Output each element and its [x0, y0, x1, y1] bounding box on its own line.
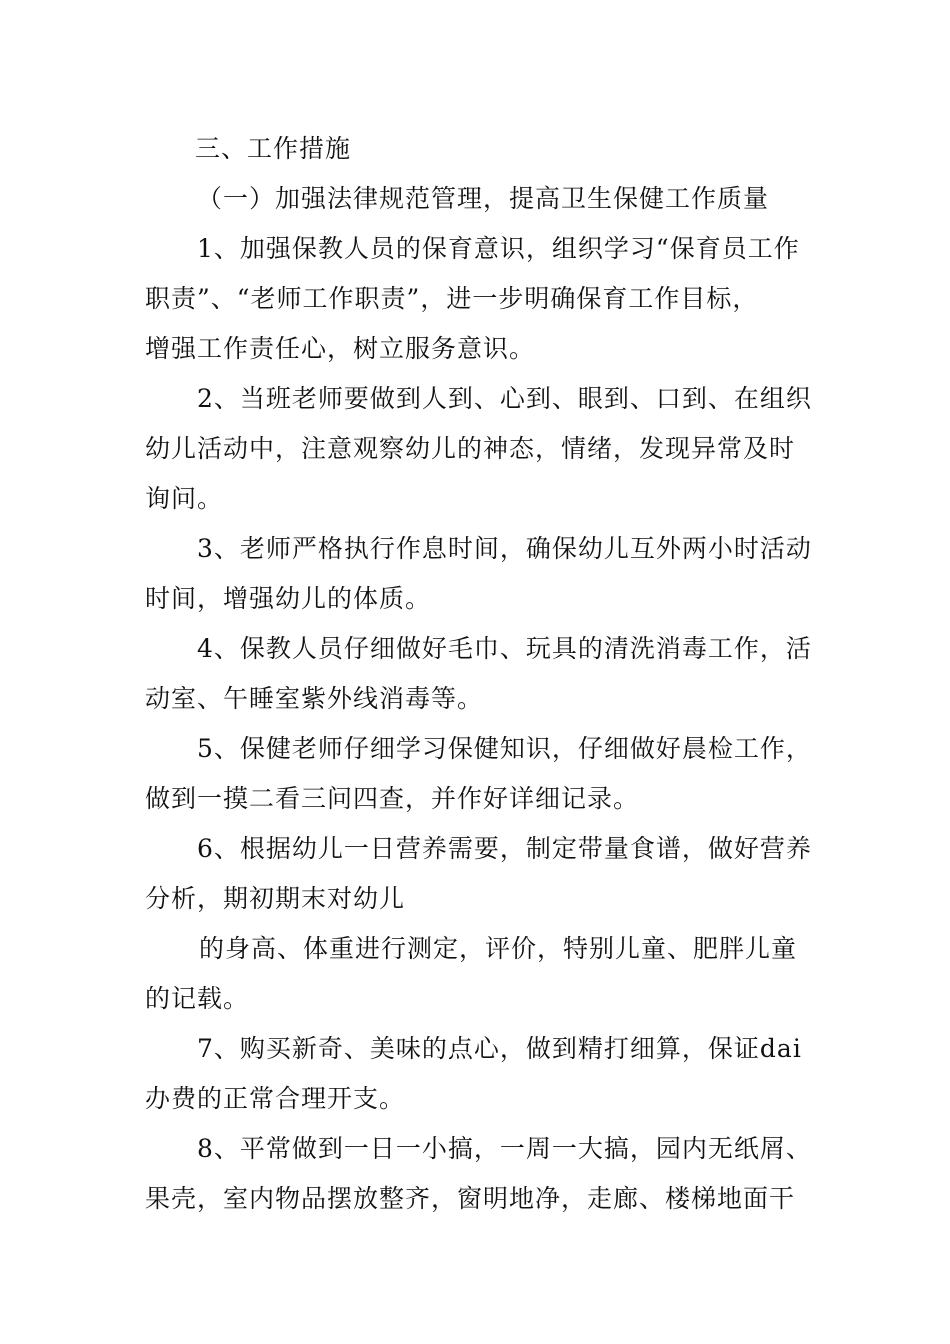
paragraph-line: 2、当班老师要做到人到、心到、眼到、口到、在组织: [197, 384, 812, 413]
paragraph-line: 的身高、体重进行测定，评价，特别儿童、肥胖儿童: [199, 934, 798, 963]
paragraph-line: 8、平常做到一日一小搞，一周一大搞，园内无纸屑、: [197, 1134, 812, 1163]
paragraph-line: 果壳，室内物品摆放整齐，窗明地净，走廊、楼梯地面干: [145, 1184, 796, 1213]
paragraph-line: 4、保教人员仔细做好毛巾、玩具的清洗消毒工作，活: [197, 634, 812, 663]
section-heading: 三、工作措施: [195, 134, 352, 163]
paragraph-line: 分析，期初期末对幼儿: [145, 884, 406, 913]
paragraph-line: 1、加强保教人员的保育意识，组织学习“保育员工作: [197, 234, 800, 263]
paragraph-line: 的记载。: [145, 984, 250, 1013]
paragraph-line: 询问。: [145, 484, 224, 513]
paragraph-line: 3、老师严格执行作息时间，确保幼儿互外两小时活动: [197, 534, 812, 563]
paragraph-line: 增强工作责任心，树立服务意识。: [145, 334, 536, 363]
paragraph-line: 办费的正常合理开支。: [145, 1084, 406, 1113]
paragraph-line: 职责”、“老师工作职责”，进一步明确保育工作目标，: [145, 284, 759, 313]
paragraph-line: 6、根据幼儿一日营养需要，制定带量食谱，做好营养: [197, 834, 812, 863]
paragraph-line: 5、保健老师仔细学习保健知识，仔细做好晨检工作，: [197, 734, 812, 763]
paragraph-line: 做到一摸二看三问四查，并作好详细记录。: [145, 784, 640, 813]
paragraph-line: 时间，增强幼儿的体质。: [145, 584, 432, 613]
paragraph-line: 幼儿活动中，注意观察幼儿的神态，情绪，发现异常及时: [145, 434, 796, 463]
paragraph-line: 动室、午睡室紫外线消毒等。: [145, 684, 484, 713]
subsection-heading: （一）加强法律规范管理，提高卫生保健工作质量: [197, 184, 770, 213]
paragraph-line: 7、购买新奇、美味的点心，做到精打细算，保证dai: [197, 1034, 802, 1063]
